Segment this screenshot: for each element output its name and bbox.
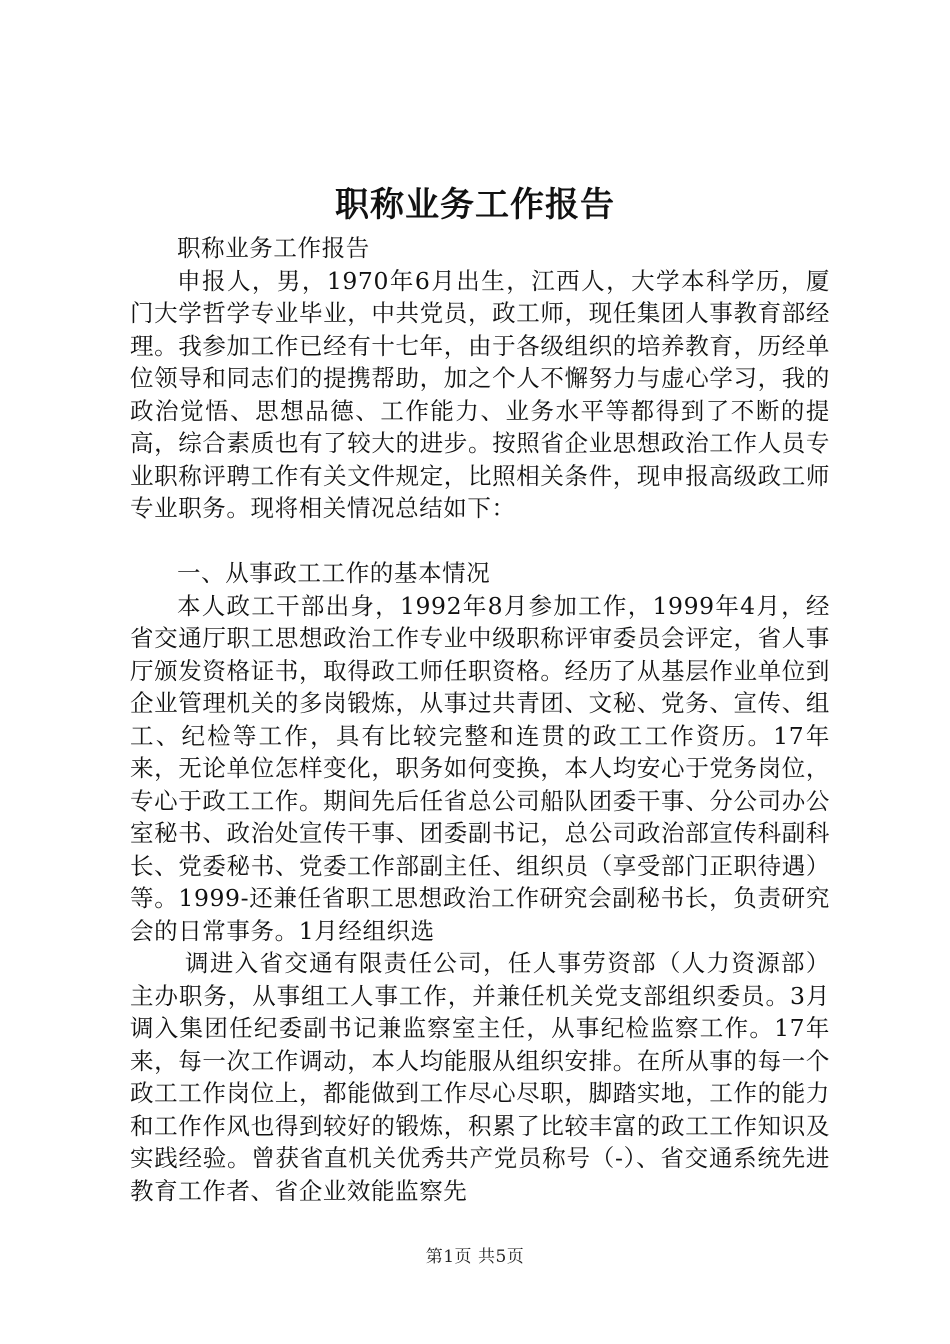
paragraph-work-history: 本人政工干部出身，1992年8月参加工作，1999年4月，经省交通厅职工思想政治工作专业中级职称评审委员会评定，省人事厅颁发资格证书，取得政工师任职资格。经历了从基层作业单位到企业管理机关的多岗锻炼，从事过共青团、文秘、党务、宣传、组工、纪检等工作，具有比较完整和连贯的政工工作资历。17年来，无论单位怎样变化，职务如何变换，本人均安心于党务岗位，专心于政工工作。期间先后任省总公司船队团委干事、分公司办公室秘书、政治处宣传干事、团委副书记，总公司政治部宣传科副科长、党委秘书、党委工作部副主任、组织员（享受部门正职待遇）等。1999-还兼任省职工思想政治工作研究会副秘书长，负责研究会的日常事务。1月经组织选 (130, 591, 830, 945)
paragraph-gap (130, 525, 830, 558)
section-heading: 一、从事政工工作的基本情况 (177, 559, 491, 587)
document-body (130, 232, 830, 1207)
paragraph-intro: 申报人，男，1970年6月出生，江西人，大学本科学历，厦门大学哲学专业毕业，中共党员，政工师，现任集团人事教育部经理。我参加工作已经有十七年，由于各级组织的培养教育，历经单位领导和同志们的提携帮助，加之个人不懈努力与虚心学习，我的政治觉悟、思想品德、工作能力、业务水平等都得到了不断的提高，综合素质也有了较大的进步。按照省企业思想政治工作人员专业职称评聘工作有关文件规定，比照相关条件，现申报高级政工师专业职务。现将相关情况总结如下： (130, 266, 830, 522)
document-title: 职称业务工作报告 (335, 185, 615, 225)
page-footer: 第1页 共5页 (425, 1247, 525, 1267)
paragraph-transfer: 调进入省交通有限责任公司，任人事劳资部（人力资源部）主办职务，从事组工人事工作，并兼任机关党支部组织委员。3月调入集团任纪委副书记兼监察室主任，从事纪检监察工作。17年来，每一次工作调动，本人均能服从组织安排。在所从事的每一个政工工作岗位上，都能做到工作尽心尽职，脚踏实地，工作的能力和工作作风也得到较好的锻炼，积累了比较丰富的政工工作知识及实践经验。曾获省直机关优秀共产党员称号（-）、省交通系统先进教育工作者、省企业效能监察先 (130, 949, 830, 1205)
document-subtitle: 职称业务工作报告 (177, 234, 370, 262)
